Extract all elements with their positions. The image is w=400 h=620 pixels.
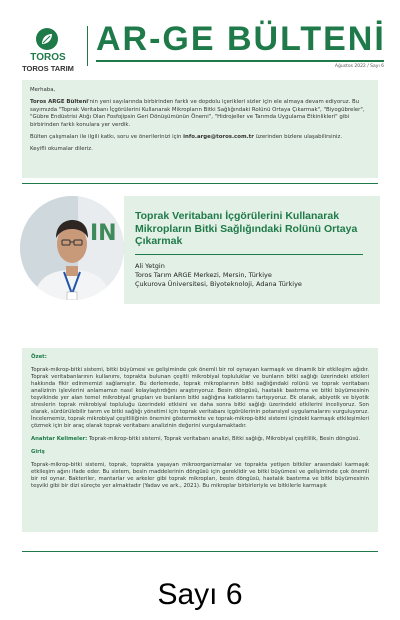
author-block — [135, 262, 302, 289]
article-title-rule — [135, 254, 363, 255]
author-photo — [20, 196, 124, 300]
keywords-text: Toprak-mikrop-bitki sistemi, Toprak veritabanı analizi, Bitki sağlığı, Mikrobiyal çeşitlilik, Besin döngüsü. — [87, 436, 361, 442]
intro-closing: Keyifli okumalar dileriz. — [30, 146, 93, 153]
author-affiliation-1: Toros Tarım ARGE Merkezi, Mersin, Türkiye — [135, 271, 272, 279]
intro-panel — [22, 80, 378, 178]
contact-email-link[interactable]: info.arge@toros.com.tr — [183, 134, 254, 141]
header-divider — [87, 26, 88, 66]
page-title: AR-GE BÜLTENİ — [96, 20, 386, 58]
abstract-text: Toprak-mikrop-bitki sistemi, bitki büyümesi ve gelişiminde çok önemli bir rol oynayan karmaşık ve dinamik bir etkileşim ağıdır. Toprak veritabanlarının kullanımı, toprakta bulunan çeşitli mikrobiyal topluluklar ve bunların bitki sağlığı üzerindeki etkileri hakkında fikir edinmemizi sağlamıştır. Bu derlemede, toprak mikroplarının bitki sağlığındaki rolünü ve toprak veritabanı analizinin işlevlerini anlamamızı nasıl kolaylaştırdığını araştırıyoruz. Besin döngüsü, hastalık bastırma ve bitki büyümesinin teşvikinde yer alan temel mikrobiyal grupları ve bunların bitki sağlığına katkılarını tartışıyoruz. Ek olarak, abiyotik ve biyotik streslerin toprak mikrobiyal topluluğu üzerindeki etkisini ve daha sonra bitki sağlığı üzerindeki etkilerini inceliyoruz. Son olarak, sürdürülebilir tarım ve bitki sağlığı yönetimi için toprak veritabanı içgörülerinin potansiyel uygulamalarını vurguluyoruz. İncelememiz, toprak mikrobiyal çeşitliliğinin önemini göstermekte ve toprak-mikrop-bitki sistemi içindeki karmaşık etkileşimleri çözmek için bir araç olarak toprak veritabanı analizinin değerini vurgulamaktadır. — [31, 367, 369, 429]
issue-number: Sayı 6 — [157, 578, 243, 611]
bulletin-name: Toros ARGE Bülteni — [30, 99, 89, 106]
issue-date: Ağustos 2022 / Sayı 6 — [334, 64, 384, 69]
intro-greeting: Merhaba, — [30, 87, 56, 93]
author-affiliation-2: Çukurova Üniversitesi, Biyoteknoloji, Adana Türkiye — [135, 280, 302, 288]
introduction-text: Toprak-mikrop-bitki sistemi, toprak, toprakta yaşayan mikroorganizmalar ve toprakta yetişen bitkiler arasındaki karmaşık etkileşim ağını ifade eder. Bu sistem, besin maddelerinin döngüsü için gereklidir ve bitki büyümesi ve gelişiminde çok önemli bir rol oynar. Bakteriler, mantarlar ve arkeler gibi toprak mikropları, besin döngüsü, hastalık bastırma ve bitki büyümesinin teşviki gibi bir dizi süreçte yer almaktadır (Yadav ve ark., 2021). Bu mikroplar birbirleriyle ve bitkilerle karmaşık — [31, 462, 369, 489]
svg-text:IN: IN — [90, 221, 117, 246]
keywords-line — [31, 436, 369, 443]
footer-divider — [22, 551, 378, 552]
logo-brand: TOROS — [30, 52, 66, 63]
leaf-logo-icon — [36, 28, 58, 50]
section-divider — [22, 183, 378, 184]
introduction-heading: Giriş — [31, 449, 45, 455]
intro-paragraph-2-suffix: üzerinden bizlere ulaşabilirsiniz. — [253, 134, 343, 141]
title-underline — [96, 60, 384, 62]
author-name: Ali Yetgin — [135, 262, 165, 270]
toros-logo — [22, 28, 74, 73]
keywords-label: Anahtar Kelimeler: — [31, 436, 88, 442]
article-body-panel — [22, 348, 378, 532]
intro-paragraph-2 — [30, 134, 370, 141]
article-title: Toprak Veritabanı İçgörülerini Kullanarak Mikropların Bitki Sağlığındaki Rolünü Ortaya Çıkarmak — [135, 210, 358, 247]
logo-subtitle: TOROS TARIM — [22, 64, 74, 73]
header — [0, 0, 400, 90]
intro-paragraph-2-text: Bülten çalışmaları ile ilgili katkı, soru ve önerilerinizi için — [30, 134, 184, 141]
abstract-heading: Özet: — [31, 354, 47, 360]
intro-paragraph-1-text: 'nin yeni sayılarında birbirinden farklı ve dopdolu içerikleri sizler için ele almaya devam ediyoruz. Bu sayımızda "Toprak Veritabanı İçgörülerini Kullanarak Mikropların Bitki Sağlığındaki Rolünü Ortaya Çıkarmak", "Biyogübreler", "Gübre Endüstrisi Atığı Olan Fosfojipsin Geri Dönüşümünün Önemi", "Hidrojeller ve Tarımda Uygulama Etkinlikleri" gibi birbirinden farklı konulara yer verdik. — [30, 99, 365, 128]
intro-paragraph-1 — [30, 99, 370, 129]
